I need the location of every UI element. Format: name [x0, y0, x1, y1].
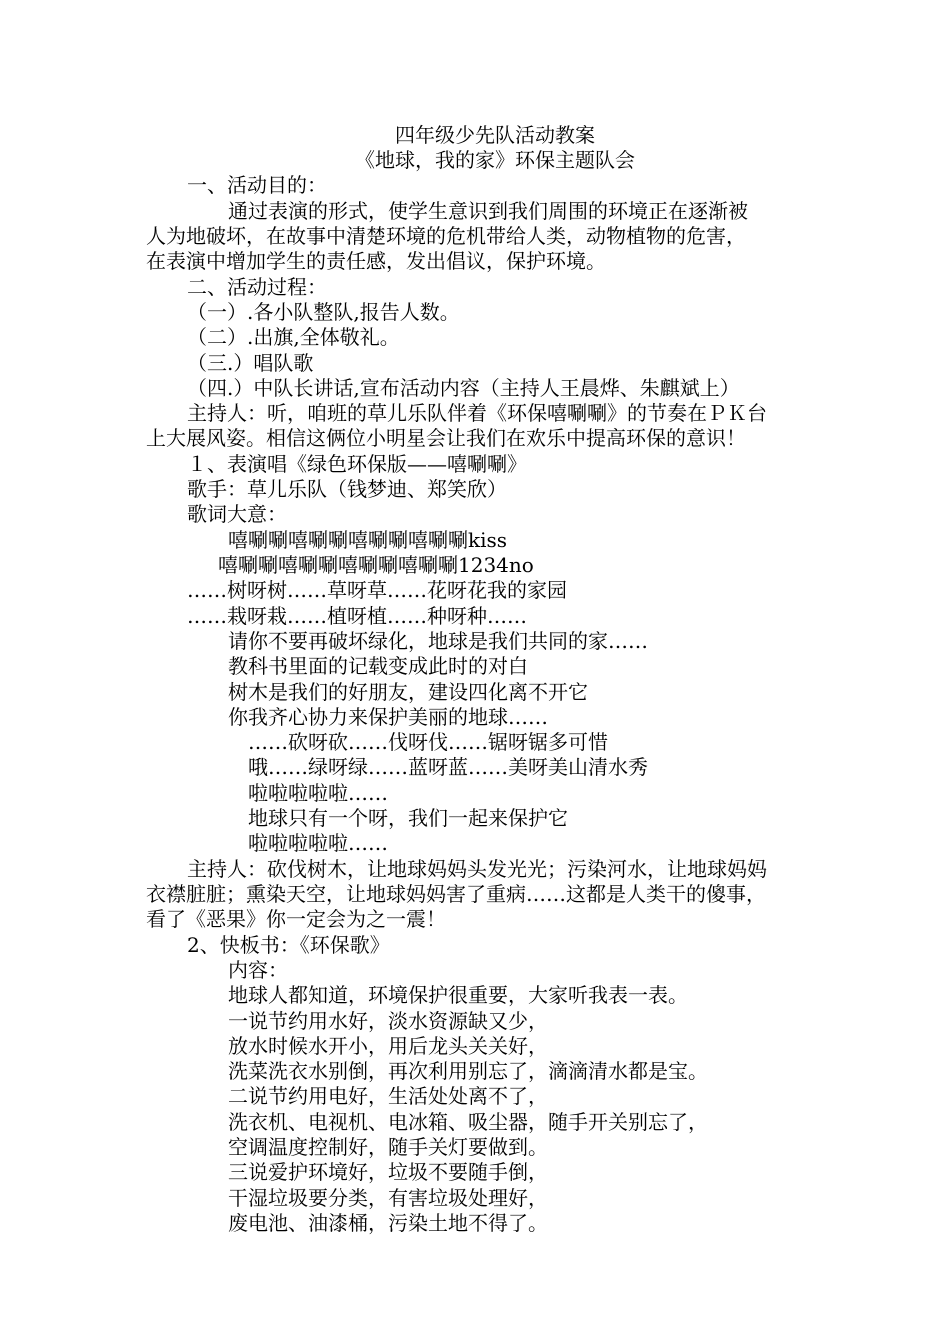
lyrics-label: 歌词大意：	[187, 502, 287, 526]
paragraph-line: 在表演中增加学生的责任感，发出倡议，保护环境。	[146, 249, 606, 273]
host-speech-line: 主持人：砍伐树木，让地球妈妈头发光光；污染河水，让地球妈妈	[187, 857, 767, 881]
verse-line: 洗菜洗衣水别倒，再次利用别忘了，滴滴清水都是宝。	[228, 1059, 708, 1083]
verse-line: 地球人都知道，环境保护很重要，大家听我表一表。	[228, 983, 688, 1007]
process-step: （四.）中队长讲话,宣布活动内容（主持人王晨烨、朱麒斌上）	[187, 376, 740, 400]
host-speech-line: 主持人：听，咱班的草儿乐队伴着《环保嘻唰唰》的节奏在ＰＫ台	[187, 401, 767, 425]
lyric-line: 地球只有一个呀，我们一起来保护它	[248, 806, 568, 830]
lyric-line: 树木是我们的好朋友，建设四化离不开它	[228, 680, 588, 704]
lyric-line: 教科书里面的记载变成此时的对白	[228, 654, 528, 678]
lyric-line: 请你不要再破坏绿化，地球是我们共同的家……	[228, 629, 648, 653]
lyric-line: 哦……绿呀绿……蓝呀蓝……美呀美山清水秀	[248, 755, 648, 779]
verse-line: 放水时候水开小，用后龙头关关好，	[228, 1034, 548, 1058]
verse-line: 废电池、油漆桶，污染土地不得了。	[228, 1211, 548, 1235]
lyric-line: 啦啦啦啦啦……	[248, 781, 388, 805]
process-step: （二）.出旗,全体敬礼。	[187, 325, 400, 349]
verse-line: 三说爱护环境好，垃圾不要随手倒，	[228, 1160, 548, 1184]
process-step: （一）.各小队整队,报告人数。	[187, 300, 460, 324]
lyric-line: 嘻唰唰嘻唰唰嘻唰唰嘻唰唰kiss	[228, 528, 508, 552]
process-step: （三.）唱队歌	[187, 351, 314, 375]
lyric-line: 啦啦啦啦啦……	[248, 831, 388, 855]
section-heading-process: 二、活动过程：	[187, 275, 327, 299]
lyric-line: 你我齐心协力来保护美丽的地球……	[228, 705, 548, 729]
item-heading-song: １、表演唱《绿色环保版——嘻唰唰》	[187, 452, 527, 476]
lyric-line: ……砍呀砍……伐呀伐……锯呀锯多可惜	[248, 730, 608, 754]
content-label: 内容：	[228, 958, 288, 982]
singers-line: 歌手：草儿乐队（钱梦迪、郑笑欣）	[187, 477, 507, 501]
verse-line: 空调温度控制好，随手关灯要做到。	[228, 1135, 548, 1159]
verse-line: 干湿垃圾要分类，有害垃圾处理好，	[228, 1186, 548, 1210]
paragraph-line: 人为地破坏，在故事中清楚环境的危机带给人类，动物植物的危害，	[146, 224, 746, 248]
host-speech-line: 上大展风姿。相信这俩位小明星会让我们在欢乐中提高环保的意识！	[146, 426, 746, 450]
verse-line: 洗衣机、电视机、电冰箱、吸尘器，随手开关别忘了，	[228, 1110, 708, 1134]
document-subtitle: 《地球，我的家》环保主题队会	[355, 148, 635, 172]
item-heading-kuaibanshu: 2、快板书：《环保歌》	[187, 933, 390, 957]
lyric-line: 嘻唰唰嘻唰唰嘻唰唰嘻唰唰1234no	[218, 553, 534, 577]
lyric-line: ……树呀树……草呀草……花呀花我的家园	[187, 578, 567, 602]
host-speech-line: 衣襟脏脏；熏染天空，让地球妈妈害了重病……这都是人类干的傻事，	[146, 882, 766, 906]
verse-line: 二说节约用电好，生活处处离不了，	[228, 1084, 548, 1108]
section-heading-purpose: 一、活动目的：	[187, 173, 327, 197]
lyric-line: ……栽呀栽……植呀植……种呀种……	[187, 604, 527, 628]
paragraph-line: 通过表演的形式，使学生意识到我们周围的环境正在逐渐被	[228, 199, 748, 223]
host-speech-line: 看了《恶果》你一定会为之一震！	[146, 907, 446, 931]
document-title: 四年级少先队活动教案	[395, 123, 595, 147]
verse-line: 一说节约用水好，淡水资源缺又少，	[228, 1009, 548, 1033]
